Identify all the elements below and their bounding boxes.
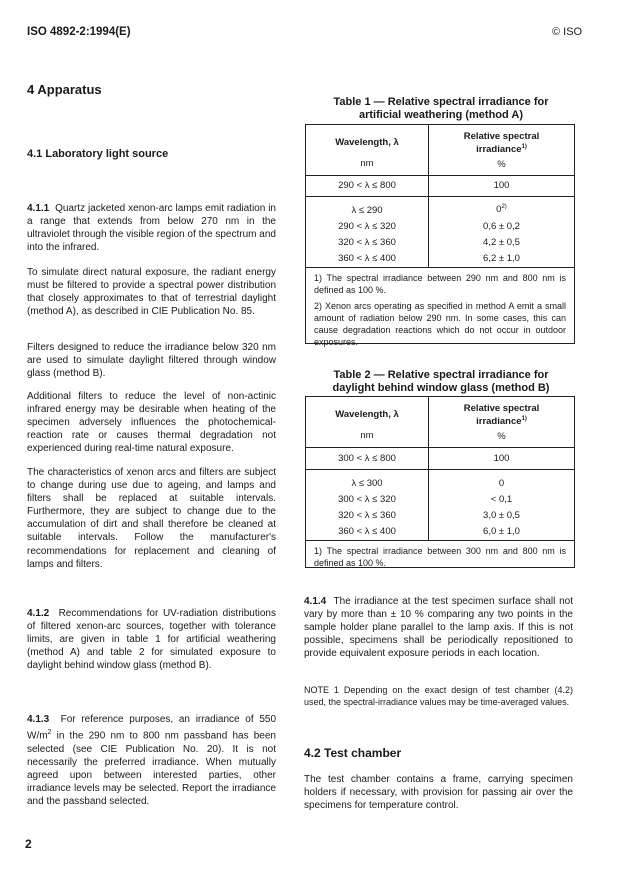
footnote-ref: 1) (521, 416, 527, 422)
paragraph: The characteristics of xenon arcs and filters are subject to change during use due to ageing, and lamps and filters shall be replaced at suitable intervals. Furthermore, they are subject to change due to the accumulation of dirt and shall therefore be cleaned at suitable intervals. Follow the manufacturer's recommendations for replacement and cleaning of lamps and filters. (27, 467, 276, 570)
table-2 (305, 396, 575, 568)
clause-text: For reference purposes, an irradiance of 550 W/m (27, 714, 277, 742)
caption-line: Table 1 — Relative spectral irradiance for (333, 96, 549, 108)
page-number: 2 (25, 837, 32, 851)
header-unit: nm (360, 430, 374, 441)
footnote-ref: 2) (501, 204, 507, 211)
clause-text: Recommendations for UV-radiation distributions of filtered xenon-arc sources, together with tolerance limits, are given in table 1 for artificial weathering (method A) and table 2 for simulated exposure to daylight behind window glass (method B). (27, 608, 276, 672)
paragraph-4-1-4 (304, 595, 573, 660)
header-unit: % (497, 159, 506, 171)
table-cell: 300 < λ ≤ 320 (306, 491, 429, 507)
paragraph: To simulate direct natural exposure, the radiant energy must be filtered to provide a spectral power distribution that closely approximates to that of terrestrial daylight (method A), as described in CIE Publication No. 85. (27, 267, 276, 318)
table-cell: 360 < λ ≤ 400 (306, 250, 429, 267)
table-2-caption (310, 369, 572, 395)
paragraph-4-1-2 (27, 607, 276, 672)
paragraph-4-2: The test chamber contains a frame, carrying specimen holders if necessary, with provision for passing air over the specimens for temperature control. (304, 774, 573, 812)
paragraph-4-1-3 (27, 713, 276, 808)
header-label: Relative spectral irradiance (463, 131, 540, 156)
header-label: Wavelength, λ (335, 137, 399, 148)
table-cell: 320 < λ ≤ 360 (306, 507, 429, 523)
table-cell: λ ≤ 300 (306, 475, 429, 491)
subsection-title: 4.2 Test chamber (304, 746, 402, 760)
clause-number: 4.1.4 (304, 596, 327, 607)
table-header-irradiance (429, 397, 575, 447)
caption-line: daylight behind window glass (method B) (332, 382, 550, 394)
header-unit: % (497, 431, 506, 443)
document-id: ISO 4892-2:1994(E) (27, 26, 131, 38)
table-header-irradiance (429, 125, 575, 175)
table-cell (429, 202, 575, 218)
table-cell: 100 (493, 180, 510, 191)
clause-text: The irradiance at the test specimen surface shall not vary by more than ± 10 % comparing any two points in the sample holder plane parallel to the lamp axis. If this is not possible, specimens shall be periodically repositioned to provide equivalent exposure periods in each location. (304, 596, 573, 660)
table-cell: 360 < λ ≤ 400 (306, 523, 429, 540)
table-cell: 6,2 ± 1,0 (483, 252, 520, 264)
table-1 (305, 124, 575, 347)
table-cell: 300 < λ ≤ 800 (306, 447, 429, 469)
cell-value: 0 (496, 204, 502, 216)
paragraph: Filters designed to reduce the irradiance below 320 nm are used to simulate daylight filtered through window glass (method B). (27, 342, 276, 380)
header-label: Wavelength, λ (335, 409, 399, 420)
footnote-ref: 1) (521, 144, 527, 150)
header-label: Relative spectral irradiance (463, 403, 540, 428)
clause-text: in the 290 nm to 800 nm passband has been selected (see CIE Publication No. 20). It is not necessarily the preferred irradiance. When mutually agreed upon between interested parties, other irradiance levels may be selected. Report the irradiance and the passband selected. (27, 730, 276, 807)
copyright-mark: © ISO (552, 26, 583, 38)
table-cell: 6,0 ± 1,0 (483, 525, 520, 537)
caption-line: artificial weathering (method A) (358, 109, 523, 121)
caption-line: Table 2 — Relative spectral irradiance for (333, 369, 549, 381)
table-footnote: 2) Xenon arcs operating as specified in method A emit a small amount of radiation below 290 nm. In some cases, this can cause degradation reactions which do not occur in outdoor exposures. (314, 300, 566, 347)
table-1-caption (310, 96, 572, 122)
table-cell: 320 < λ ≤ 360 (306, 234, 429, 250)
subsection-title: 4.1 Laboratory light source (27, 148, 169, 160)
clause-number: 4.1.2 (27, 608, 50, 619)
clause-number: 4.1.1 (27, 203, 50, 214)
table-cell: < 0,1 (490, 493, 513, 505)
table-cell: 3,0 ± 0,5 (483, 509, 520, 521)
paragraph: Additional filters to reduce the level of non-actinic infrared energy may be desirable when heating of the specimen adversely influences the photochemical-reaction rate or causes thermal degradation not experienced during real-time natural exposure. (27, 391, 276, 455)
paragraph-4-1-1 (27, 202, 276, 254)
clause-number: 4.1.3 (27, 714, 50, 725)
table-header-wavelength (306, 397, 429, 447)
table-footnote: 1) The spectral irradiance between 300 nm and 800 nm is defined as 100 %. (314, 545, 566, 568)
table-cell: 0,6 ± 0,2 (483, 220, 520, 232)
note-1: NOTE 1 Depending on the exact design of test chamber (4.2) used, the spectral-irradiance values may be time-averaged values. (304, 685, 573, 707)
table-footnote: 1) The spectral irradiance between 290 nm and 800 nm is defined as 100 %. (314, 272, 566, 295)
table-cell: 100 (493, 452, 510, 464)
clause-text: Quartz jacketed xenon-arc lamps emit radiation in a range that extends from below 270 nm in the ultraviolet through the visible region of the spectrum and into the infrared. (27, 203, 276, 254)
table-cell: 0 (498, 477, 505, 489)
section-title: 4 Apparatus (27, 82, 102, 97)
table-cell: 290 < λ ≤ 800 (306, 175, 429, 196)
table-cell: 290 < λ ≤ 320 (306, 218, 429, 234)
table-cell: λ ≤ 290 (306, 202, 429, 218)
header-unit: nm (360, 158, 374, 169)
superscript: 2 (47, 729, 52, 737)
table-header-wavelength (306, 125, 429, 175)
table-cell: 4,2 ± 0,5 (483, 236, 520, 248)
